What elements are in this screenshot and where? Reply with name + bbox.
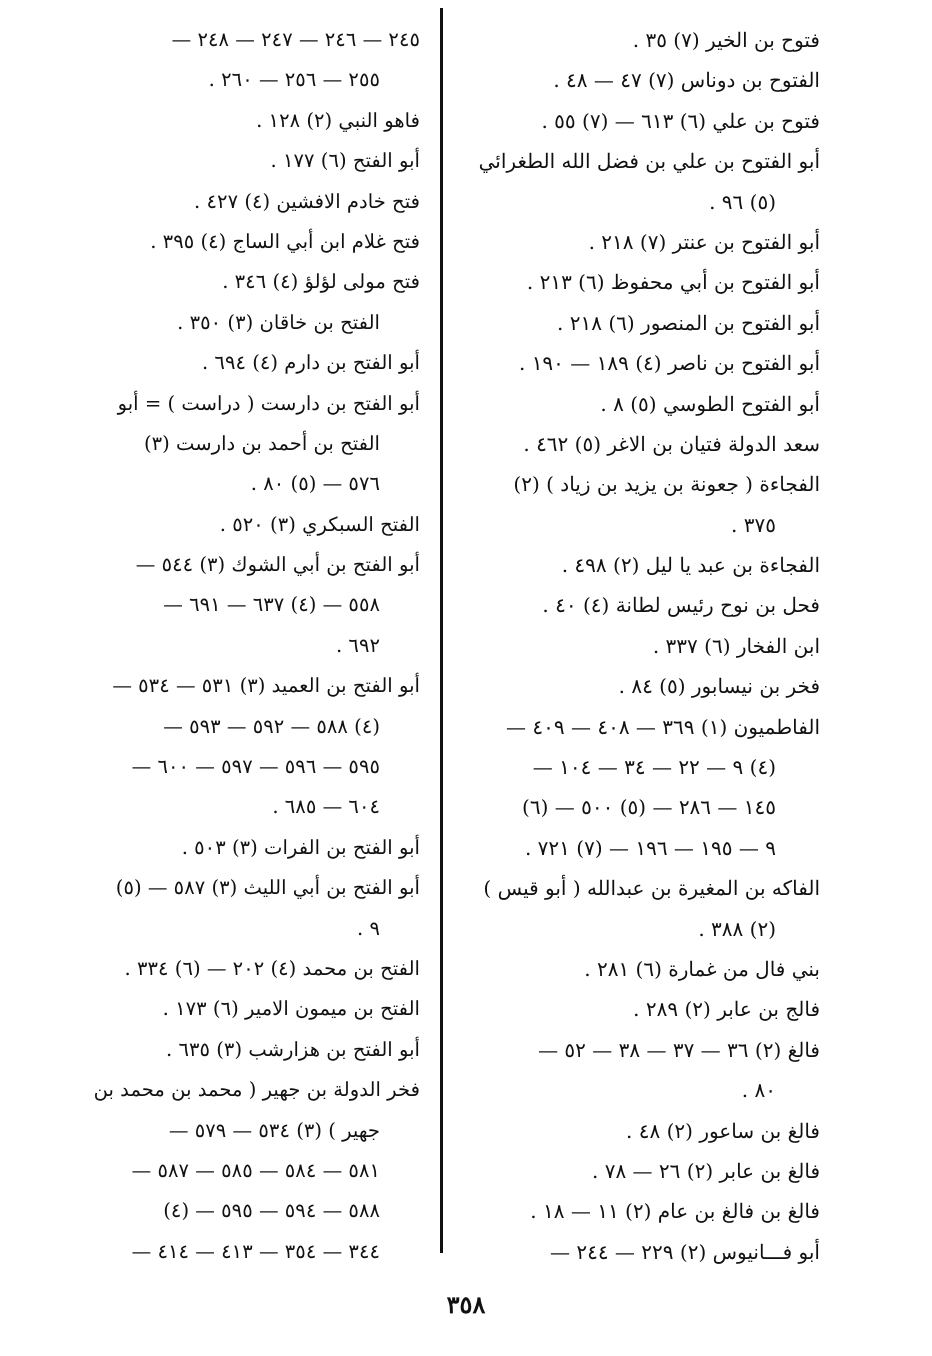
- index-entry: أبو الفتوح الطوسي (٥) ٨ .: [600, 391, 820, 416]
- index-entry: الفتح بن ميمون الامير (٦) ١٧٣ .: [162, 997, 420, 1021]
- index-entry: أبو الفتوح بن عنتر (٧) ٢١٨ .: [588, 229, 820, 254]
- index-entry: الفاكه بن المغيرة بن عبدالله ( أبو قيس ): [483, 876, 820, 901]
- index-entry-continuation: الفتح بن أحمد بن دارست (٣): [143, 431, 380, 455]
- column-divider: [440, 8, 443, 1253]
- index-entry: الفتوح بن دوناس (٧) ٤٧ — ٤٨ .: [553, 68, 820, 93]
- index-entry: أبو الفتوح بن ناصر (٤) ١٨٩ — ١٩٠ .: [518, 351, 820, 376]
- index-entry-continuation: ٢٥٥ — ٢٥٦ — ٢٦٠ .: [208, 68, 380, 92]
- index-entry: أبو فـــانيوس (٢) ٢٢٩ — ٢٤٤ —: [549, 1239, 820, 1264]
- index-entry: الفجاءة بن عبد يا ليل (٢) ٤٩٨ .: [561, 553, 820, 578]
- index-entry-continuation: (٥) ٩٦ .: [709, 189, 776, 214]
- index-entry: سعد الدولة فتيان بن الاغر (٥) ٤٦٢ .: [523, 431, 820, 456]
- index-entry-continuation: ٥٥٨ — (٤) ٦٣٧ — ٦٩١ —: [163, 593, 380, 617]
- index-entry-continuation: ٣٧٥ .: [731, 512, 776, 537]
- index-entry: فتح مولى لؤلؤ (٤) ٣٤٦ .: [222, 270, 420, 294]
- index-entry: ابن الفخار (٦) ٣٣٧ .: [652, 633, 820, 658]
- index-entry: فتوح بن علي (٦) ٦١٣ — (٧) ٥٥ .: [541, 108, 820, 133]
- index-column-right: [460, 20, 820, 1272]
- index-entry-continuation: ١٤٥ — ٢٨٦ — (٥) ٥٠٠ — (٦): [522, 795, 776, 820]
- index-entry: أبو الفتوح بن المنصور (٦) ٢١٨ .: [557, 310, 820, 335]
- index-entry: أبو الفتح بن الفرات (٣) ٥٠٣ .: [181, 835, 420, 859]
- index-entry-continuation: ٥٨١ — ٥٨٤ — ٥٨٥ — ٥٨٧ —: [131, 1158, 380, 1182]
- index-entry: أبو الفتوح بن أبي محفوظ (٦) ٢١٣ .: [526, 270, 820, 295]
- index-entry-continuation: (٢) ٣٨٨ .: [698, 916, 776, 941]
- index-entry: أبو الفتح بن دارست ( دراست ) = أبو: [117, 391, 420, 415]
- index-entry: أبو الفتح بن دارم (٤) ٦٩٤ .: [201, 351, 420, 375]
- index-entry: الفتح السبكري (٣) ٥٢٠ .: [219, 512, 420, 536]
- index-entry: فتوح بن الخير (٧) ٣٥ .: [632, 28, 820, 52]
- index-entry-continuation: ٥٨٨ — ٥٩٤ — ٥٩٥ — (٤): [163, 1199, 380, 1223]
- index-entry: فالغ بن عابر (٢) ٢٦ — ٧٨ .: [591, 1158, 820, 1183]
- index-entry: أبو الفتح (٦) ١٧٧ .: [270, 149, 420, 173]
- index-entry: فالغ (٢) ٣٦ — ٣٧ — ٣٨ — ٥٢ —: [538, 1037, 820, 1062]
- index-entry-continuation: ٩ .: [357, 916, 380, 940]
- index-entry: فالغ بن ساعور (٢) ٤٨ .: [626, 1118, 820, 1143]
- index-entry-continuation: جهير ) (٣) ٥٣٤ — ٥٧٩ —: [168, 1118, 380, 1142]
- index-entry: فالج بن عابر (٢) ٢٨٩ .: [633, 997, 820, 1022]
- index-entry-continuation: ٥٧٦ — (٥) ٨٠ .: [250, 472, 380, 496]
- index-entry-continuation: ٦٠٤ — ٦٨٥ .: [272, 795, 380, 819]
- index-entry: أبو الفتح بن أبي الشوك (٣) ٥٤٤ —: [135, 553, 420, 577]
- index-entry: أبو الفتح بن العميد (٣) ٥٣١ — ٥٣٤ —: [112, 674, 420, 698]
- index-column-left: [68, 20, 420, 1272]
- index-entry: فحل بن نوح رئيس لطانة (٤) ٤٠ .: [542, 593, 820, 618]
- index-entry: أبو الفتوح بن علي بن فضل الله الطغرائي: [478, 149, 820, 174]
- index-entry-continuation: (٤) ٥٨٨ — ٥٩٢ — ٥٩٣ —: [163, 714, 380, 738]
- index-entry-continuation: ٣٤٤ — ٣٥٤ — ٤١٣ — ٤١٤ —: [131, 1239, 380, 1263]
- index-entry-continuation: ٩ — ١٩٥ — ١٩٦ — (٧) ٧٢١ .: [524, 835, 776, 860]
- page-number: ٣٥٨: [446, 1290, 486, 1319]
- index-entry: الفتح بن محمد (٤) ٢٠٢ — (٦) ٣٣٤ .: [124, 956, 420, 980]
- index-entry: الفجاءة ( جعونة بن يزيد بن زياد ) (٢): [513, 472, 820, 497]
- index-entry: الفاطميون (١) ٣٦٩ — ٤٠٨ — ٤٠٩ —: [506, 714, 820, 739]
- index-entry: بني فال من غمارة (٦) ٢٨١ .: [584, 956, 820, 981]
- index-entry-continuation: ٢٤٥ — ٢٤٦ — ٢٤٧ — ٢٤٨ —: [171, 28, 420, 51]
- index-entry-continuation: ٨٠ .: [741, 1078, 776, 1103]
- index-entry: الفتح بن خاقان (٣) ٣٥٠ .: [177, 310, 380, 334]
- index-entry: فتح خادم الافشين (٤) ٤٢٧ .: [194, 189, 420, 213]
- index-entry: فالغ بن فالغ بن عام (٢) ١١ — ١٨ .: [530, 1199, 820, 1224]
- index-entry: فتح غلام ابن أبي الساج (٤) ٣٩٥ .: [150, 229, 420, 253]
- index-entry: أبو الفتح بن أبي الليث (٣) ٥٨٧ — (٥): [115, 876, 420, 900]
- index-entry: فاهو النبي (٢) ١٢٨ .: [256, 108, 420, 132]
- index-entry: فخر الدولة بن جهير ( محمد بن محمد بن: [93, 1078, 420, 1102]
- index-entry: فخر بن نيسابور (٥) ٨٤ .: [618, 674, 820, 699]
- index-entry-continuation: ٦٩٢ .: [335, 633, 380, 657]
- index-entry-continuation: ٥٩٥ — ٥٩٦ — ٥٩٧ — ٦٠٠ —: [131, 755, 380, 779]
- index-entry: أبو الفتح بن هزارشب (٣) ٦٣٥ .: [166, 1037, 420, 1061]
- index-entry-continuation: (٤) ٩ — ٢٢ — ٣٤ — ١٠٤ —: [532, 755, 776, 780]
